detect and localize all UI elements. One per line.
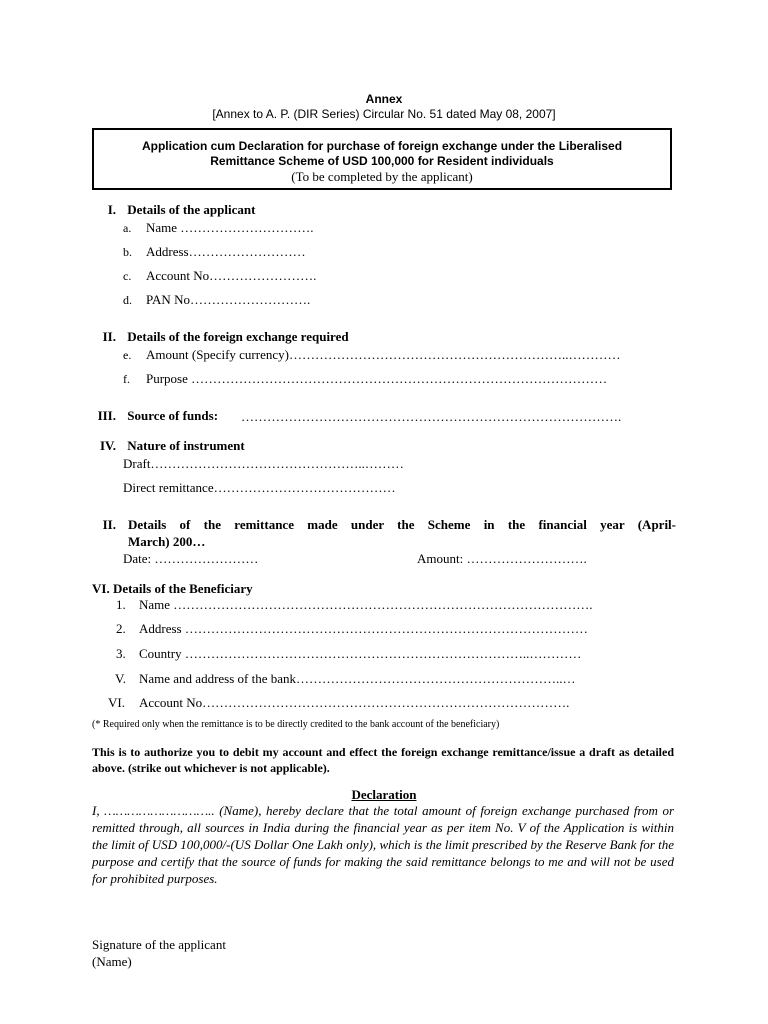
section-title: Source of funds: xyxy=(127,408,219,423)
section-title-line-1: Details of the remittance made under the Scheme in the financial year (April- xyxy=(128,517,676,532)
section-number: III. xyxy=(97,408,116,423)
item-text: Name …………………………. xyxy=(146,220,314,235)
item-label: a. xyxy=(123,221,132,235)
annex-title: Annex xyxy=(365,92,403,106)
remittance-date-field[interactable]: Date: …………………… xyxy=(123,551,259,566)
form-title-line-2: Remittance Scheme of USD 100,000 for Resident individuals xyxy=(210,154,554,168)
section-number: II. xyxy=(102,329,116,344)
item-label: V. xyxy=(115,671,126,686)
item-label: e. xyxy=(123,348,132,362)
instrument-direct-remittance-field[interactable]: Direct remittance…………………………………… xyxy=(123,480,396,495)
section-applicant-heading xyxy=(92,202,255,218)
authorization-text: This is to authorize you to debit my account and effect the foreign exchange remittance/issue a draft as detailed above. (strike out whichever is not applicable). xyxy=(92,745,674,775)
annex-subtitle: [Annex to A. P. (DIR Series) Circular No. 51 dated May 08, 2007] xyxy=(212,107,556,121)
item-label: b. xyxy=(123,245,132,259)
item-label: 3. xyxy=(116,646,126,661)
item-text: Name ……………………………………………………………………………………. xyxy=(139,597,593,612)
section-source-heading xyxy=(92,408,218,424)
section-beneficiary-heading: VI. Details of the Beneficiary xyxy=(92,581,253,596)
section-number: I. xyxy=(107,202,116,217)
item-label: 2. xyxy=(116,621,126,636)
section-title-line-2: March) 200… xyxy=(128,534,206,549)
beneficiary-footnote: (* Required only when the remittance is to be directly credited to the bank account of the beneficiary) xyxy=(92,719,500,730)
section-instrument-heading xyxy=(92,438,245,454)
signature-name-label: (Name) xyxy=(92,954,132,969)
section-number: II. xyxy=(102,517,116,532)
item-text: Name and address of the bank……………………………………………………..… xyxy=(139,671,576,686)
signature-label: Signature of the applicant xyxy=(92,937,226,952)
declaration-title: Declaration xyxy=(351,787,417,802)
section-title: Nature of instrument xyxy=(127,438,245,453)
item-text: Address……………………… xyxy=(146,244,306,259)
item-label: c. xyxy=(123,269,132,283)
item-label: VI. xyxy=(108,695,125,710)
item-text: Account No……………………. xyxy=(146,268,317,283)
form-title-box xyxy=(92,128,672,190)
form-title-note: (To be completed by the applicant) xyxy=(291,169,473,184)
item-label: d. xyxy=(123,293,132,307)
item-text: Purpose …………………………………………………………………………………… xyxy=(146,371,608,386)
form-title-line-1: Application cum Declaration for purchase of foreign exchange under the Liberalised xyxy=(141,139,623,153)
signature-block xyxy=(92,936,226,970)
section-title: Details of the applicant xyxy=(127,202,256,217)
section-title: Details of the foreign exchange required xyxy=(127,329,349,344)
item-text: Country ……………………………………………………………………..………… xyxy=(139,646,582,661)
item-label: 1. xyxy=(116,597,126,612)
section-number: IV. xyxy=(99,438,116,453)
item-text: Account No…………………………………………………………………………. xyxy=(139,695,570,710)
section-forex-heading xyxy=(92,329,349,345)
item-label: f. xyxy=(123,372,130,386)
instrument-draft-field[interactable]: Draft…………………………………………..……… xyxy=(123,456,404,471)
item-text: Address ………………………………………………………………………………… xyxy=(139,621,588,636)
item-text: PAN No………………………. xyxy=(146,292,311,307)
item-text: Amount (Specify currency)………………………………………………………..………… xyxy=(146,347,621,362)
declaration-body: I, ……………………….. (Name), hereby declare that the total amount of foreign exchange purchased from or remitted through, all sources in India during the financial year as per item No. V of the Application is within the limit of USD 100,000/-(US Dollar One Lakh only), which is the limit prescribed by the Reserve Bank for the purpose and certify that the source of funds for making the said remittance belongs to me and will not be used for prohibited purposes. xyxy=(92,803,674,886)
source-of-funds-field[interactable]: ……………………………………………………………………………. xyxy=(241,409,622,424)
remittance-amount-field[interactable]: Amount: ………………………. xyxy=(417,551,587,566)
